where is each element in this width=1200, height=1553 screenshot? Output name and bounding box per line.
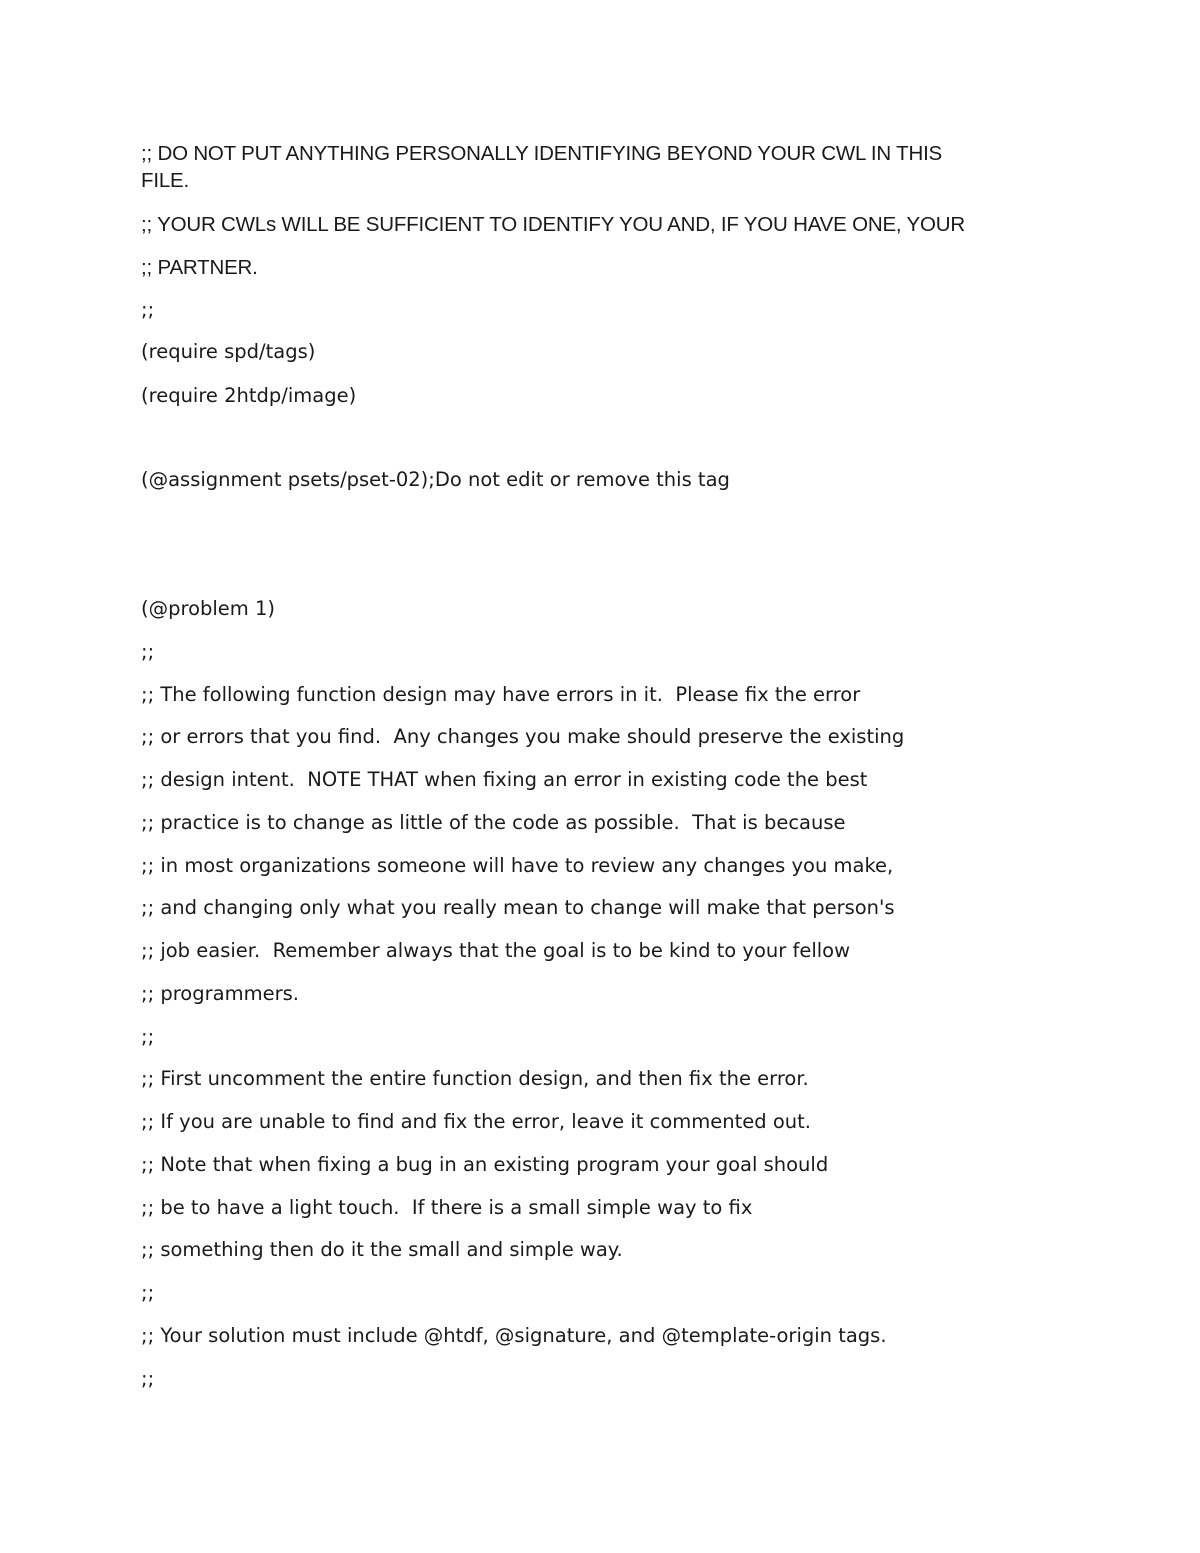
comment-line: ;; and changing only what you really mean to change will make that person's bbox=[141, 896, 895, 919]
header-line: ;; DO NOT PUT ANYTHING PERSONALLY IDENTIFYING BEYOND YOUR CWL IN THIS bbox=[141, 142, 943, 165]
comment-line: ;; in most organizations someone will have to review any changes you make, bbox=[141, 854, 894, 877]
code-line: (require 2htdp/image) bbox=[141, 384, 357, 407]
code-line: (@assignment psets/pset-02);Do not edit or remove this tag bbox=[141, 468, 730, 491]
header-line: FILE. bbox=[141, 169, 189, 192]
code-line: (require spd/tags) bbox=[141, 340, 316, 363]
comment-line: ;; something then do it the small and simple way. bbox=[141, 1238, 623, 1261]
comment-line: ;; If you are unable to find and fix the error, leave it commented out. bbox=[141, 1110, 811, 1133]
comment-line: ;; bbox=[141, 640, 155, 663]
comment-line: ;; practice is to change as little of the code as possible. That is because bbox=[141, 811, 846, 834]
comment-line: ;; bbox=[141, 1367, 155, 1390]
header-line: ;; YOUR CWLs WILL BE SUFFICIENT TO IDENTIFY YOU AND, IF YOU HAVE ONE, YOUR bbox=[141, 213, 965, 236]
comment-line: ;; design intent. NOTE THAT when fixing an error in existing code the best bbox=[141, 768, 868, 791]
comment-line: ;; The following function design may have errors in it. Please fix the error bbox=[141, 683, 861, 706]
comment-line: ;; Note that when fixing a bug in an existing program your goal should bbox=[141, 1153, 829, 1176]
comment-line: ;; or errors that you find. Any changes you make should preserve the existing bbox=[141, 725, 905, 748]
comment-line: ;; Your solution must include @htdf, @signature, and @template-origin tags. bbox=[141, 1324, 887, 1347]
comment-line: ;; be to have a light touch. If there is a small simple way to fix bbox=[141, 1196, 753, 1219]
comment-line: ;; bbox=[141, 1281, 155, 1304]
code-line: (@problem 1) bbox=[141, 597, 276, 620]
comment-line: ;; programmers. bbox=[141, 982, 299, 1005]
header-line: ;; PARTNER. bbox=[141, 256, 258, 279]
comment-line: ;; bbox=[141, 1025, 155, 1048]
comment-line: ;; job easier. Remember always that the goal is to be kind to your fellow bbox=[141, 939, 851, 962]
comment-line: ;; bbox=[141, 298, 155, 321]
comment-line: ;; First uncomment the entire function design, and then fix the error. bbox=[141, 1067, 809, 1090]
